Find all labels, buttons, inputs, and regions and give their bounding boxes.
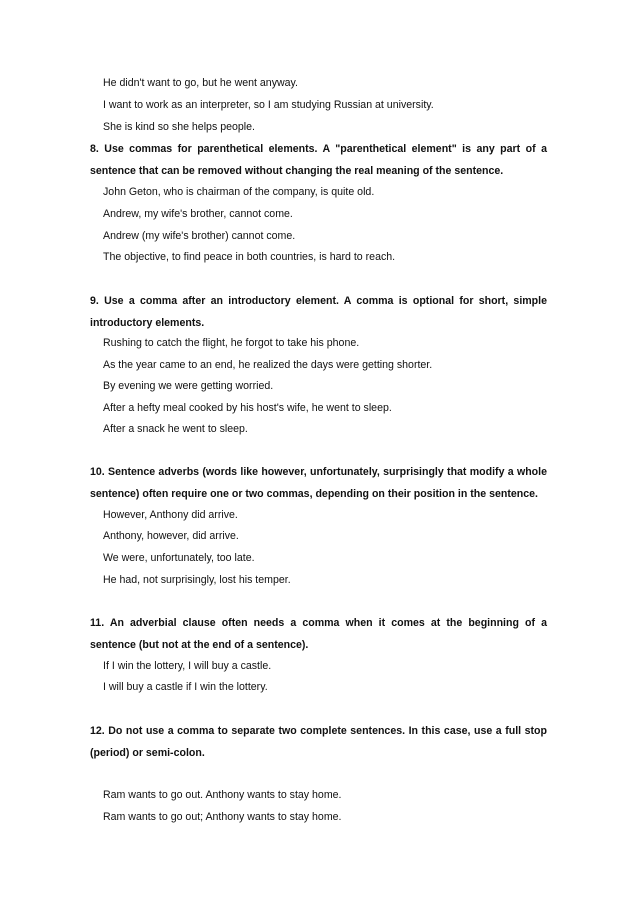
example-line: We were, unfortunately, too late.: [103, 552, 255, 564]
example-line: After a hefty meal cooked by his host's wife, he went to sleep.: [103, 402, 392, 414]
example-line: She is kind so she helps people.: [103, 121, 255, 133]
example-line: If I win the lottery, I will buy a castle.: [103, 660, 272, 672]
section-12-heading: 12. Do not use a comma to separate two complete sentences. In this case, use a full stop (period) or semi-colon.: [90, 725, 547, 759]
section-10-heading: 10. Sentence adverbs (words like however, unfortunately, surprisingly that modify a whole sentence) often require one or two commas, depending on their position in the sentence.: [90, 466, 547, 500]
example-line: Andrew (my wife's brother) cannot come.: [103, 230, 296, 242]
example-line: Andrew, my wife's brother, cannot come.: [103, 208, 293, 220]
example-line: However, Anthony did arrive.: [103, 509, 238, 521]
example-line: By evening we were getting worried.: [103, 380, 274, 392]
example-line: He had, not surprisingly, lost his temper.: [103, 574, 291, 586]
example-line: The objective, to find peace in both countries, is hard to reach.: [103, 251, 396, 263]
example-line: I want to work as an interpreter, so I am studying Russian at university.: [103, 99, 434, 111]
section-9-heading: 9. Use a comma after an introductory element. A comma is optional for short, simple introductory elements.: [90, 295, 547, 329]
example-line: Anthony, however, did arrive.: [103, 530, 239, 542]
example-line: Ram wants to go out. Anthony wants to stay home.: [103, 789, 342, 801]
section-8-heading: 8. Use commas for parenthetical elements. A "parenthetical element" is any part of a sentence that can be removed without changing the real meaning of the sentence.: [90, 143, 547, 177]
example-line: John Geton, who is chairman of the company, is quite old.: [103, 186, 375, 198]
example-line: As the year came to an end, he realized the days were getting shorter.: [103, 359, 433, 371]
example-line: He didn't want to go, but he went anyway.: [103, 77, 298, 89]
example-line: After a snack he went to sleep.: [103, 423, 248, 435]
example-line: Ram wants to go out; Anthony wants to stay home.: [103, 811, 342, 823]
example-line: Rushing to catch the flight, he forgot to take his phone.: [103, 337, 360, 349]
example-line: I will buy a castle if I win the lottery.: [103, 681, 268, 693]
section-11-heading: 11. An adverbial clause often needs a comma when it comes at the beginning of a sentence (but not at the end of a sentence).: [90, 617, 547, 651]
